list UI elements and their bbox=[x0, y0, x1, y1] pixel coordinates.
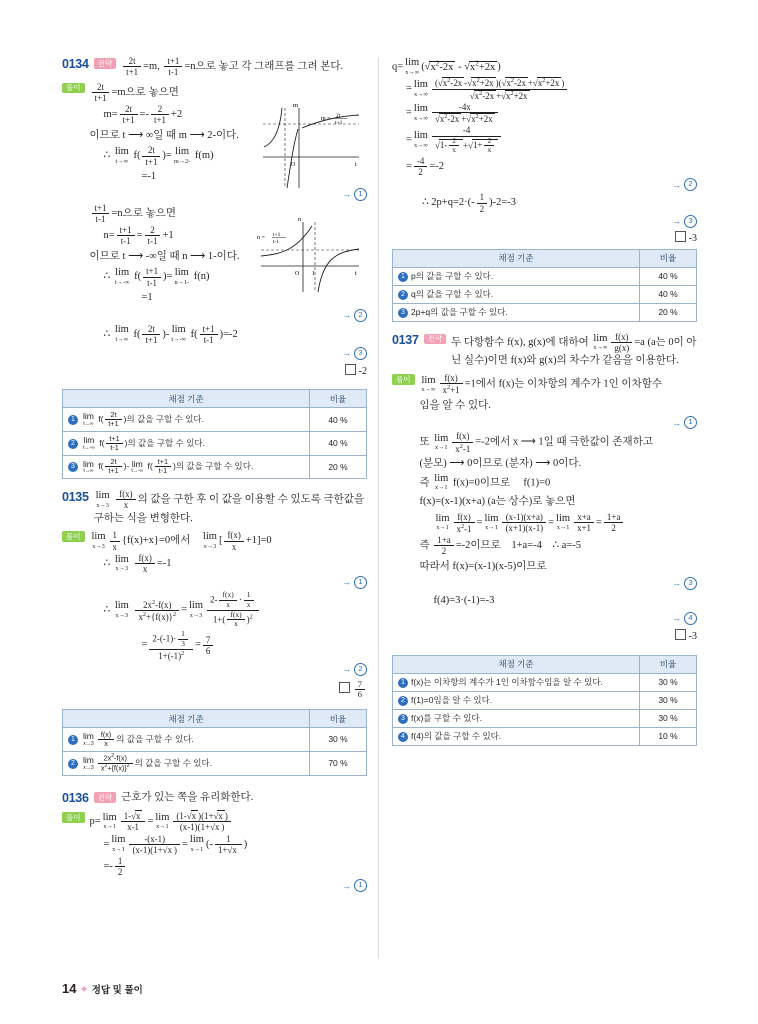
solution-tag: 풀이 bbox=[62, 83, 85, 94]
strategy-tag: 전략 bbox=[424, 334, 447, 345]
rubric-ratio: 30 % bbox=[640, 673, 697, 691]
table-row: 3 f(x)를 구할 수 있다. 30 % bbox=[393, 709, 697, 727]
rubric-ratio: 40 % bbox=[310, 408, 367, 432]
problem-statement: 두 다항함수 f(x), g(x)에 대하여 lim x→∞ $\frac{f(x)}{g(x)}$ =a (a는 0이 아닌 실수)이면 f(x)와 g(x)의 차수가 같음을 이용한다. bbox=[451, 331, 697, 367]
rubric-text: f(x)를 구할 수 있다. bbox=[411, 713, 482, 723]
solution-block: 풀이 lim x→3 $\frac{1}{x}$ {f(x)+x}=0에서 lim x→3 [ $\frac{f(x)}{x}$ +1]=0 ∴ lim x→3 $\frac{f(x)}{x}$ =-1 → 1 ∴ lim x→3 $\frac{2x^2-f(x)}{x^2+\{f(x)\}^2}$ = lim x→3 2- $\frac{f(x)}{x}$ · $\frac{1}{x}$ 1+( $\frac{f(x)}{x}$ )$^2$ = 2-(-1)· $\frac{1}{3}$ $1+(-1)^2$ = $\frac{7}{6}$ → 2 $\frac{7}{6}$ bbox=[62, 529, 367, 704]
svg-text:t-1: t-1 bbox=[273, 239, 280, 245]
page-number: 14 bbox=[62, 981, 77, 996]
svg-text:t+1: t+1 bbox=[335, 120, 343, 126]
table-row: 1 f(x)는 이차항의 계수가 1인 이차함수임을 알 수 있다. 30 % bbox=[393, 673, 697, 691]
rubric-text: lim t→∞ f( $\frac{2t}{t+1}$ )의 값을 구할 수 있다. bbox=[83, 409, 204, 429]
solution-block: 풀이 p= lim x→1 $\frac{1-√x}{x-1}$ = lim x→1 $\frac{(1-√x )(1+√x )}{(x-1)(1+√x )}$ = lim x→1 $\frac{-(x-1)}{(x-1)(1+√x )}$ = lim x→1 (- $\frac{1}{1+√x}$ ) =- $\frac{1}{2}$ → 1 bbox=[62, 810, 367, 894]
rubric-ratio: 10 % bbox=[640, 727, 697, 745]
solution-tag: 풀이 bbox=[62, 812, 85, 823]
table-row: 4 f(4)의 값을 구할 수 있다. 10 % bbox=[393, 727, 697, 745]
rubric-text: f(4)의 값을 구할 수 있다. bbox=[411, 731, 502, 741]
step-marker: → 3 bbox=[420, 576, 698, 591]
rubric-ratio: 40 % bbox=[640, 285, 697, 303]
svg-text:t: t bbox=[355, 161, 357, 168]
rubric-text: f(1)=0임을 알 수 있다. bbox=[411, 695, 493, 705]
problem-number: 0137 bbox=[392, 332, 419, 347]
rubric-header-criteria: 채점 기준 bbox=[63, 390, 310, 408]
svg-text:O: O bbox=[295, 271, 300, 277]
step-marker: → 1 bbox=[90, 879, 368, 894]
rubric-ratio: 30 % bbox=[640, 709, 697, 727]
problem-statement: lim x→3 $\frac{f(x)}{x}$ 의 값을 구한 후 이 값을 이용할 수 있도록 극한값을 구하는 식을 변형한다. bbox=[93, 489, 365, 524]
rubric-header-ratio: 비율 bbox=[310, 710, 367, 728]
step-marker: → 1 bbox=[420, 416, 698, 431]
footer-label: 정답 및 풀이 bbox=[91, 985, 143, 996]
step-marker: → 1 bbox=[90, 187, 368, 202]
answer-line: -3 bbox=[392, 231, 697, 244]
right-column bbox=[392, 56, 697, 756]
solution-block: 풀이 lim x→∞ $\frac{f(x)}{x^2+1}$ =1에서 f(x)는 이차항의 계수가 1인 이차함수 임을 알 수 있다. → 1 또 lim x→1 $\frac{f(x)}{x^2-1}$ =-2에서 x ⟶ 1일 때 극한값이 존재하고 (분모) ⟶ 0이므로 (분자) ⟶ 0이다. 즉 lim x→1 f(x)=0이므로 f(1)=0 f(x)=(x-1)(x+a) (a는 상수)로 놓으면 lim x→1 $\frac{f(x)}{x^2-1}$ = lim x→1 $\frac{(x-1)(x+a)}{(x+1)(x-1)}$ = lim x→1 $\frac{x+a}{x+1}$ = $\frac{1+a}{2}$ 즉 $\frac{1+a}{2}$ =-2이므로 1+a=-4 ∴ a=-5 따라서 f(x)=(x-1)(x-5)이므로 → 3 f(4)=3·(-1)=-3 → 4 -3 bbox=[392, 372, 697, 649]
rubric-header-criteria: 채점 기준 bbox=[393, 249, 640, 267]
rubric-table-0134 bbox=[62, 389, 367, 479]
table-row: 2 q의 값을 구할 수 있다. 40 % bbox=[393, 285, 697, 303]
rubric-table-0136 bbox=[392, 249, 697, 322]
rubric-header-ratio: 비율 bbox=[640, 249, 697, 267]
rubric-text: 2p+q의 값을 구할 수 있다. bbox=[411, 307, 508, 318]
table-row: 3 lim t→∞ f( $\frac{2t}{t+1}$ )- lim t→-∞ f( $\frac{t+1}{t-1}$ )의 값을 구할 수 있다. 20 % bbox=[63, 455, 367, 479]
problem-0137 bbox=[392, 332, 697, 746]
answer-line: $\frac{7}{6}$ bbox=[90, 680, 368, 701]
answer-line: -3 bbox=[420, 629, 698, 646]
table-row: 1 p의 값을 구할 수 있다. 40 % bbox=[393, 267, 697, 285]
rubric-header-ratio: 비율 bbox=[310, 390, 367, 408]
problem-number: 0134 bbox=[62, 57, 89, 71]
step-marker: → 3 bbox=[90, 346, 368, 361]
svg-text:n =: n = bbox=[257, 235, 265, 241]
rubric-ratio: 40 % bbox=[310, 432, 367, 456]
rubric-text: lim t→-∞ f( $\frac{t+1}{t-1}$ )의 값을 구할 수 있다. bbox=[83, 433, 205, 452]
strategy-tag: 전략 bbox=[94, 792, 117, 803]
graph-figure-2 bbox=[255, 216, 365, 296]
svg-text:m =: m = bbox=[321, 116, 331, 122]
answer-line: -2 bbox=[90, 364, 368, 381]
rubric-ratio: 20 % bbox=[640, 303, 697, 321]
table-row: 2 f(1)=0임을 알 수 있다. 30 % bbox=[393, 691, 697, 709]
table-row: 2 lim t→-∞ f( $\frac{t+1}{t-1}$ )의 값을 구할 수 있다. 40 % bbox=[63, 432, 367, 456]
rubric-text: lim x→3 $\frac{f(x)}{x}$ 의 값을 구할 수 있다. bbox=[83, 729, 194, 748]
table-row: 1 lim t→∞ f( $\frac{2t}{t+1}$ )의 값을 구할 수 있다. 40 % bbox=[63, 408, 367, 432]
solution-block: 풀이 $\frac{2t}{t+1}$ =m으로 놓으면 m= $\frac{2t}{t+1}$ =- $\frac{2}{t+1}$ +2 이므로 t ⟶ ∞일 때 m ⟶ 2-이다. ∴ lim t→∞ f( $\frac{2t}{t+1}$ )= lim m→2- f(m) =-1 → 1 $\frac{t+1}{t-1}$ =n으로 놓으면 n= $\frac{t+1}{t-1}$ = $\frac{2}{t-1}$ +1 이므로 t ⟶ -∞일 때 n ⟶ 1-이다. ∴ lim t→-∞ f( $\frac{t+1}{t-1}$ )= lim n→1- f(n) =1 → 2 ∴ lim t→∞ f( $\frac{2t}{t+1}$ )- lim t→-∞ f( $\frac{t+1}{t-1}$ )=-2 → 3 -2 bbox=[62, 81, 367, 385]
svg-text:n: n bbox=[298, 216, 302, 223]
graph-figure-1 bbox=[255, 102, 365, 192]
problem-statement: $\frac{2t}{t+1}$ =m, $\frac{t+1}{t-1}$ =n으로 놓고 각 그래프를 그려 본다. bbox=[121, 56, 367, 78]
step-marker: → 3 bbox=[392, 215, 697, 228]
rubric-ratio: 30 % bbox=[640, 691, 697, 709]
table-row: 1 lim x→3 $\frac{f(x)}{x}$ 의 값을 구할 수 있다. 30 % bbox=[63, 728, 367, 752]
step-marker: → 4 bbox=[420, 611, 698, 626]
step-marker: → 1 bbox=[90, 575, 368, 590]
svg-text:m: m bbox=[293, 102, 299, 109]
strategy-tag: 전략 bbox=[94, 58, 117, 69]
rubric-ratio: 40 % bbox=[640, 267, 697, 285]
problem-0135 bbox=[62, 489, 367, 776]
problem-number: 0136 bbox=[62, 791, 89, 806]
rubric-table-0137 bbox=[392, 655, 697, 746]
column-divider bbox=[378, 58, 379, 958]
problem-number: 0135 bbox=[62, 490, 89, 505]
rubric-text: lim x→3 $\frac{2x^2-f(x)}{x^2+\{f(x)\}^2}$ 의 값을 구할 수 있다. bbox=[83, 753, 213, 773]
svg-text:1: 1 bbox=[312, 271, 315, 277]
rubric-header-ratio: 비율 bbox=[640, 655, 697, 673]
problem-statement: 근호가 있는 쪽을 유리화한다. bbox=[121, 792, 254, 804]
step-marker: → 2 bbox=[392, 178, 697, 191]
rubric-ratio: 20 % bbox=[310, 455, 367, 479]
step-marker: → 2 bbox=[90, 662, 368, 677]
svg-text:O: O bbox=[291, 162, 296, 168]
rubric-text: lim t→∞ f( $\frac{2t}{t+1}$ )- lim t→-∞ f( $\frac{t+1}{t-1}$ )의 값을 구할 수 있다. bbox=[83, 457, 254, 476]
svg-text:t: t bbox=[355, 270, 357, 277]
rubric-text: f(x)는 이차항의 계수가 1인 이차함수임을 알 수 있다. bbox=[411, 677, 603, 687]
svg-text:t+1: t+1 bbox=[273, 232, 281, 238]
step-marker: → 2 bbox=[90, 308, 368, 323]
rubric-text: q의 값을 구할 수 있다. bbox=[411, 289, 494, 300]
table-row: 3 2p+q의 값을 구할 수 있다. 20 % bbox=[393, 303, 697, 321]
table-row: 2 lim x→3 $\frac{2x^2-f(x)}{x^2+\{f(x)\}^2}$ 의 값을 구할 수 있다. 70 % bbox=[63, 751, 367, 775]
rubric-ratio: 30 % bbox=[310, 728, 367, 752]
problem-0136 bbox=[62, 790, 367, 894]
svg-text:2t: 2t bbox=[336, 113, 341, 119]
rubric-header-criteria: 채점 기준 bbox=[393, 655, 640, 673]
rubric-table-0135 bbox=[62, 709, 367, 776]
rubric-header-criteria: 채점 기준 bbox=[63, 710, 310, 728]
rubric-ratio: 70 % bbox=[310, 751, 367, 775]
solution-tag: 풀이 bbox=[392, 374, 415, 385]
rubric-text: p의 값을 구할 수 있다. bbox=[411, 271, 494, 282]
solution-tag: 풀이 bbox=[62, 531, 85, 542]
page-footer: 14 ✦ 정답 및 풀이 bbox=[62, 981, 143, 996]
continued-solution-0136: q= lim x→∞ ($√x^2-2x - √x^2+2x$ ) = lim x→∞ $\frac{(√x^2-2x -√x^2+2x )(√x^2-2x +√x^2+2x )}{√x^2-2x +√x^2+2x}$ = lim x→∞ $\frac{-4x}{√x^2-2x +√x^2+2x}$ = lim x→∞ -4 √1- $\frac{2}{x}$ +√1+ $\frac{2}{x}$ = $\frac{-4}{2}$ =-2 → 2 ∴ 2p+q=2·(- $\frac{1}{2}$ )-2=-3 → 3 -3 bbox=[392, 57, 697, 244]
